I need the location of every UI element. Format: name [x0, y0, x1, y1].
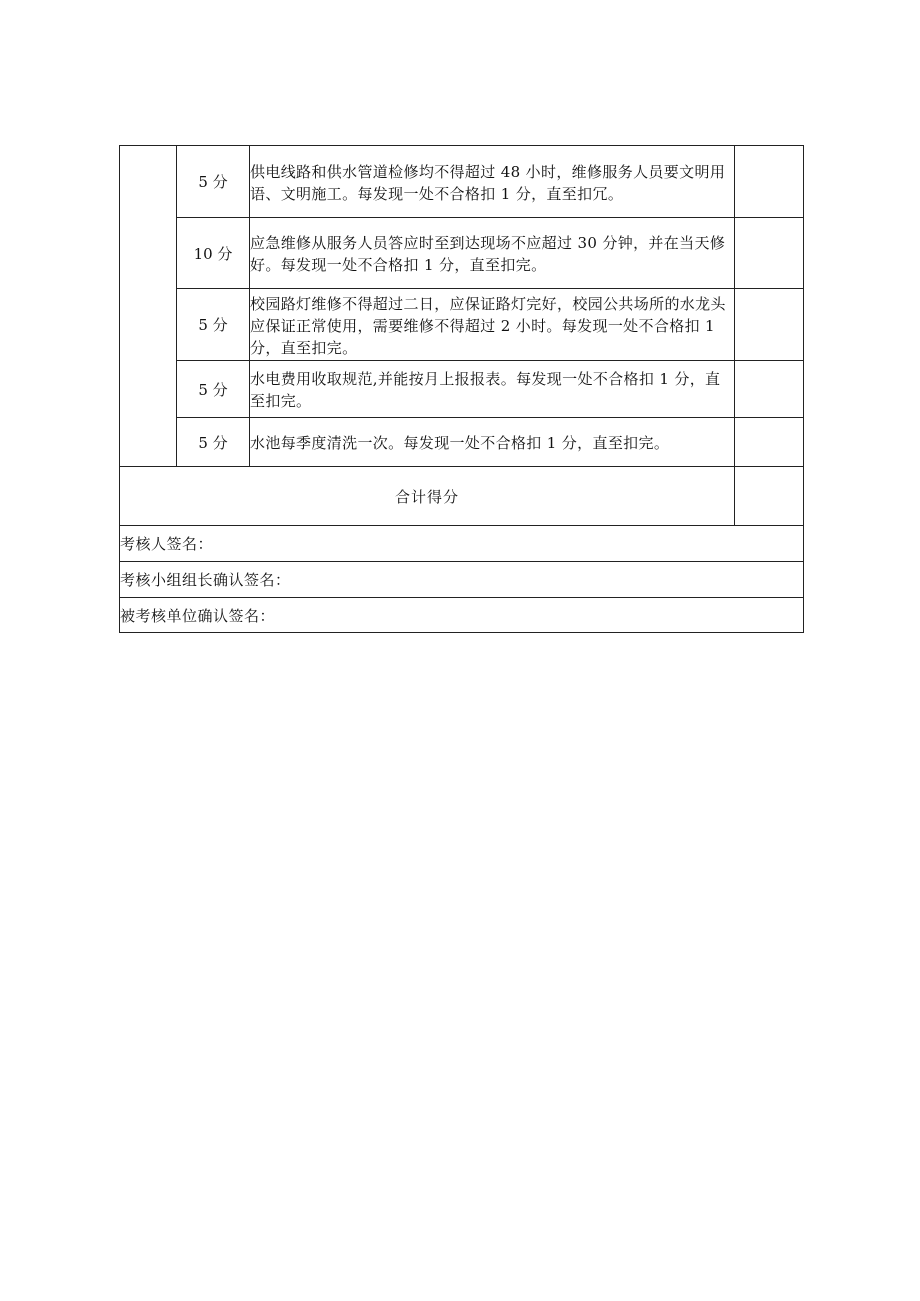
total-score-label: 合计得分	[120, 467, 735, 526]
points-cell: 5 分	[177, 418, 250, 467]
total-row	[120, 467, 804, 526]
signature-row	[120, 598, 804, 633]
criteria-text: 应急维修从服务人员答应时至到达现场不应超过 30 分钟，并在当天修好。每发现一处不合格扣 1 分，直至扣完。	[250, 234, 726, 274]
assessment-table-container	[119, 145, 801, 633]
points-cell: 5 分	[177, 146, 250, 218]
table-row	[120, 361, 804, 418]
assessed-unit-signature[interactable]: 被考核单位确认签名：	[120, 598, 804, 633]
score-cell[interactable]	[735, 418, 804, 467]
score-cell[interactable]	[735, 361, 804, 418]
signature-row	[120, 562, 804, 598]
points-cell: 10 分	[177, 218, 250, 289]
criteria-text: 校园路灯维修不得超过二日，应保证路灯完好，校园公共场所的水龙头应保证正常使用，需要维修不得超过 2 小时。每发现一处不合格扣 1 分，直至扣完。	[250, 294, 726, 357]
criteria-text: 水池每季度清洗一次。每发现一处不合格扣 1 分，直至扣完。	[250, 434, 670, 452]
table-row	[120, 218, 804, 289]
category-cell	[120, 146, 177, 467]
table-row	[120, 289, 804, 361]
criteria-text: 供电线路和供水管道检修均不得超过 48 小时，维修服务人员要文明用语、文明施工。每发现一处不合格扣 1 分，直至扣冗。	[250, 162, 726, 203]
points-cell: 5 分	[177, 289, 250, 361]
criteria-cell	[250, 146, 735, 218]
table-row	[120, 146, 804, 218]
criteria-cell	[250, 418, 735, 467]
criteria-cell	[250, 218, 735, 289]
group-leader-signature[interactable]: 考核小组组长确认签名：	[120, 562, 804, 598]
table-row	[120, 418, 804, 467]
points-cell: 5 分	[177, 361, 250, 418]
score-cell[interactable]	[735, 146, 804, 218]
signature-row	[120, 526, 804, 562]
criteria-text: 水电费用收取规范,并能按月上报报表。每发现一处不合格扣 1 分，直至扣完。	[250, 370, 721, 410]
criteria-cell	[250, 361, 735, 418]
criteria-cell	[250, 289, 735, 361]
total-score-cell[interactable]	[735, 467, 804, 526]
assessment-table	[119, 145, 804, 633]
assessor-signature[interactable]: 考核人签名：	[120, 526, 804, 562]
score-cell[interactable]	[735, 289, 804, 361]
score-cell[interactable]	[735, 218, 804, 289]
